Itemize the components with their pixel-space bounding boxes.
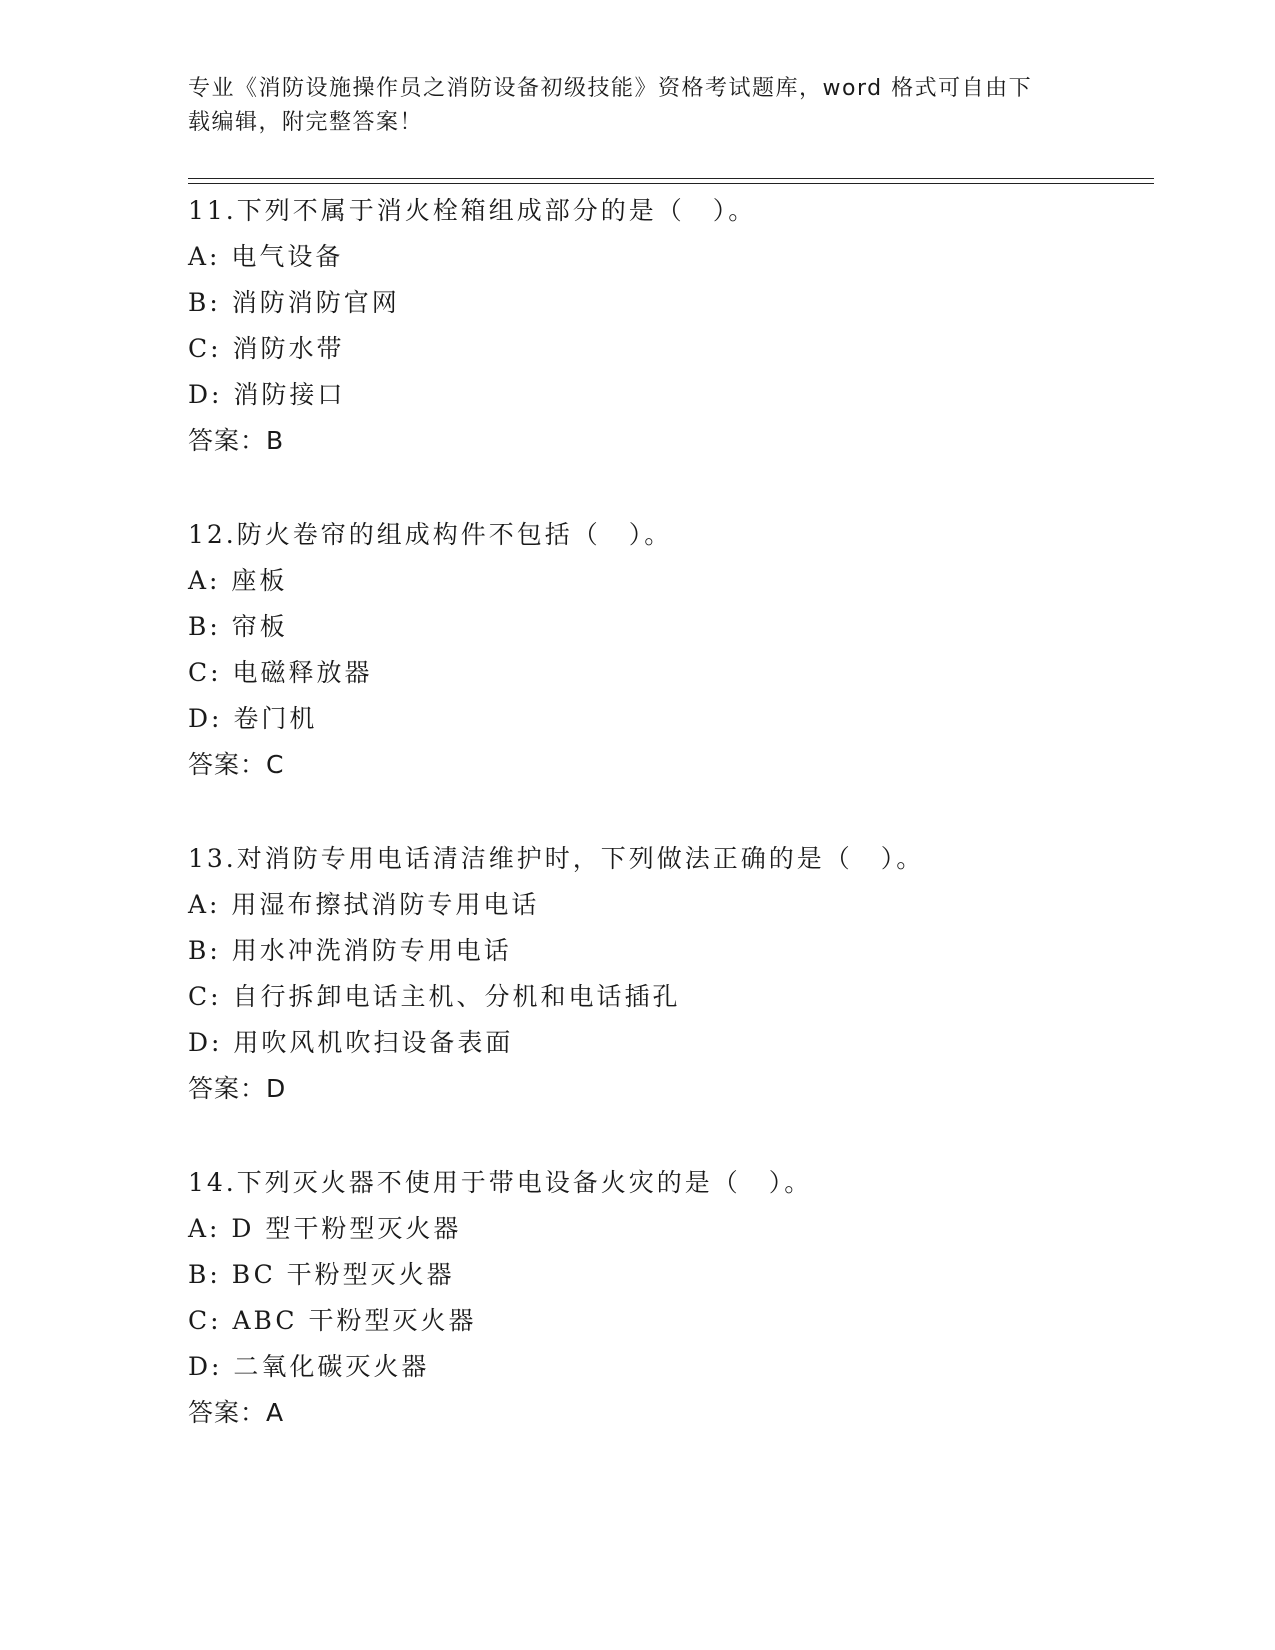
answer-label: 答案：D — [188, 1074, 287, 1103]
option-b: B: 帘板 — [188, 612, 288, 641]
question-14 — [188, 1160, 1148, 1436]
question-13 — [188, 836, 1148, 1112]
document-header — [188, 72, 1088, 140]
header-divider-top — [188, 178, 1154, 179]
option-a: A: D 型干粉型灭火器 — [188, 1214, 462, 1243]
option-d: D: 用吹风机吹扫设备表面 — [188, 1028, 514, 1057]
option-d: D: 消防接口 — [188, 380, 346, 409]
option-a: A: 电气设备 — [188, 242, 344, 271]
option-a: A: 座板 — [188, 566, 288, 595]
header-line-1: 专业《消防设施操作员之消防设备初级技能》资格考试题库，word 格式可自由下 — [188, 76, 1033, 101]
option-b: B: 消防消防官网 — [188, 288, 400, 317]
question-list — [188, 188, 1148, 1484]
question-stem: 12.防火卷帘的组成构件不包括（ ）。 — [188, 520, 673, 549]
option-c: C: 消防水带 — [188, 334, 345, 363]
header-line-2: 载编辑，附完整答案！ — [188, 110, 424, 135]
option-c: C: ABC 干粉型灭火器 — [188, 1306, 477, 1335]
option-a: A: 用湿布擦拭消防专用电话 — [188, 890, 540, 919]
question-11 — [188, 188, 1148, 464]
answer-label: 答案：C — [188, 750, 285, 779]
option-d: D: 二氧化碳灭火器 — [188, 1352, 430, 1381]
header-divider-bottom — [188, 183, 1154, 184]
answer-label: 答案：B — [188, 426, 285, 455]
question-stem: 13.对消防专用电话清洁维护时，下列做法正确的是（ ）。 — [188, 844, 925, 873]
option-b: B: 用水冲洗消防专用电话 — [188, 936, 512, 965]
option-d: D: 卷门机 — [188, 704, 318, 733]
option-c: C: 自行拆卸电话主机、分机和电话插孔 — [188, 982, 681, 1011]
answer-label: 答案：A — [188, 1398, 285, 1427]
option-c: C: 电磁释放器 — [188, 658, 373, 687]
question-stem: 14.下列灭火器不使用于带电设备火灾的是（ ）。 — [188, 1168, 813, 1197]
question-12 — [188, 512, 1148, 788]
question-stem: 11.下列不属于消火栓箱组成部分的是（ ）。 — [188, 196, 757, 225]
option-b: B: BC 干粉型灭火器 — [188, 1260, 455, 1289]
